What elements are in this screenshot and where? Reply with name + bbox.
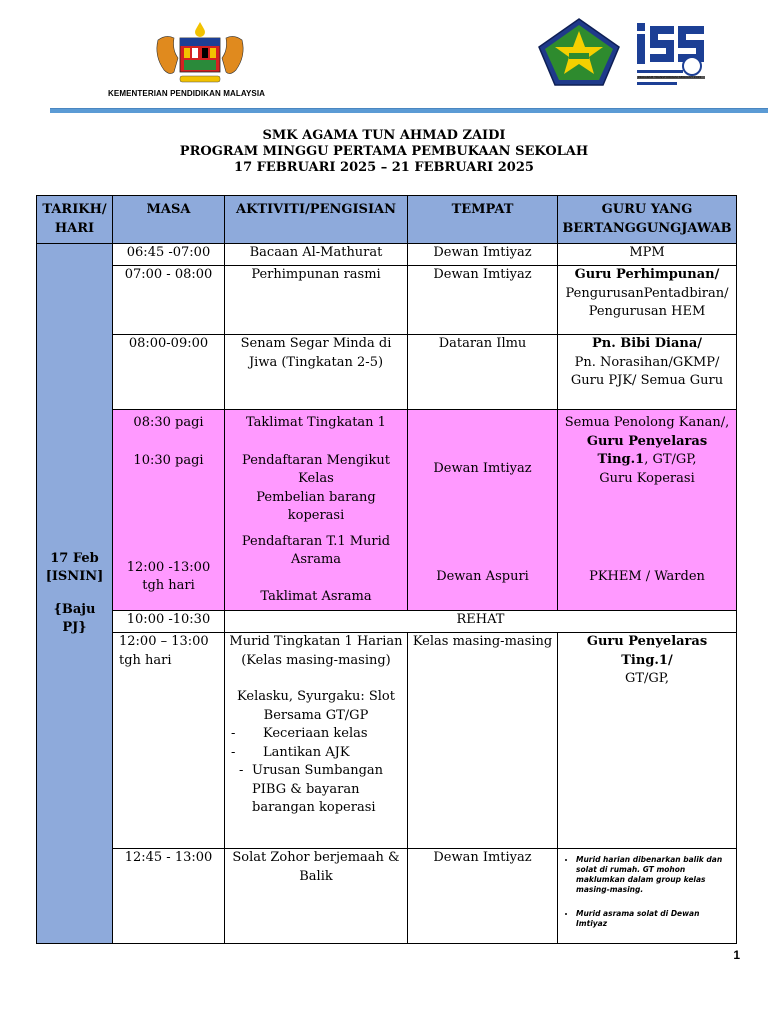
table-row-highlighted	[37, 529, 737, 611]
tempat-cell	[408, 529, 558, 611]
table-row-highlighted	[37, 410, 737, 529]
guru-bold: Guru Penyelaras Ting.1	[586, 433, 708, 467]
guru-text: PengurusanPentadbiran/ Pengurusan HEM	[565, 285, 729, 319]
aktiviti-cell: Solat Zohor berjemaah & Balik	[225, 849, 408, 944]
tempat-cell: Dewan Imtiyaz	[408, 244, 558, 266]
table-row	[37, 266, 737, 335]
aktiviti-b: Kelasku, Syurgaku: Slot Bersama GT/GP	[237, 689, 395, 723]
header-guru: GURU YANG BERTANGGUNGJAWAB	[558, 196, 737, 244]
header-masa: MASA	[113, 196, 225, 244]
tempat-cell: Dewan Imtiyaz	[408, 849, 558, 944]
list-item: - Urusan Sumbangan PIBG & bayaran barangan koperasi	[229, 762, 403, 818]
tempat-cell: Dataran Ilmu	[408, 335, 558, 410]
note-item: • Murid asrama solat di Dewan Imtiyaz	[576, 909, 732, 929]
aktiviti-cell: Bacaan Al-Mathurat	[225, 244, 408, 266]
masa-cell: 10:00 -10:30	[113, 611, 225, 633]
header-aktiviti: AKTIVITI/PENGISIAN	[225, 196, 408, 244]
list-item-text: Keceriaan kelas	[263, 726, 368, 741]
table-row	[37, 244, 737, 266]
aktiviti-c: Pembelian barang koperasi	[256, 489, 376, 523]
aktiviti-a: Taklimat Tingkatan 1	[246, 415, 386, 430]
guru-cell	[558, 633, 737, 849]
notes-list	[562, 855, 732, 929]
guru-bold: Guru Penyelaras Ting.1/	[586, 634, 708, 668]
tempat-text: Dewan Imtiyaz	[433, 461, 532, 476]
ministry-name: KEMENTERIAN PENDIDIKAN MALAYSIA	[108, 89, 266, 98]
aktiviti-cell: Senam Segar Minda di Jiwa (Tingkatan 2-5)	[225, 335, 408, 410]
header-tarikh: TARIKH/ HARI	[37, 196, 113, 244]
guru-c: Guru Koperasi	[599, 470, 695, 486]
masa-cell: 08:00-09:00	[113, 335, 225, 410]
notes-cell	[558, 849, 737, 944]
guru-cell	[558, 410, 737, 529]
table-row	[37, 633, 737, 849]
guru-cell	[558, 266, 737, 335]
list-item-text: Lantikan AJK	[263, 744, 350, 760]
tempat-cell	[408, 410, 558, 529]
guru-a: Semua Penolong Kanan/,	[564, 415, 730, 430]
guru-b: , GT/GP,	[644, 452, 697, 467]
list-item-text: Urusan Sumbangan PIBG & bayaran barangan koperasi	[252, 763, 384, 815]
school-crest-logo	[537, 17, 621, 87]
aktiviti-a: Pendaftaran T.1 Murid Asrama	[241, 533, 391, 567]
school-crest-star-icon	[537, 17, 621, 87]
aktiviti-cell	[225, 633, 408, 849]
aktiviti-b: Pendaftaran Mengikut Kelas	[242, 452, 390, 486]
table-row-break	[37, 611, 737, 633]
masa-cell: 06:45 -07:00	[113, 244, 225, 266]
header-tempat: TEMPAT	[408, 196, 558, 244]
guru-bold: Guru Perhimpunan/	[574, 267, 720, 282]
aktiviti-cell: Perhimpunan rasmi	[225, 266, 408, 335]
date-cell	[37, 244, 113, 944]
aktiviti-cell	[225, 529, 408, 611]
table-row	[37, 849, 737, 944]
schedule-table	[36, 195, 737, 944]
note-item: • Murid harian dibenarkan balik dan solat di rumah. GT mohon maklumkan dalam group kelas masing-masing.	[576, 855, 732, 895]
malaysia-coat-of-arms-icon	[150, 20, 250, 86]
list-item: - Keceriaan kelas	[229, 725, 403, 744]
guru-text: PKHEM / Warden	[589, 569, 705, 584]
guru-cell	[558, 335, 737, 410]
masa-b: 10:30 pagi	[133, 452, 204, 468]
tempat-cell: Dewan Imtiyaz	[408, 266, 558, 335]
tempat-cell: Kelas masing-masing	[408, 633, 558, 849]
guru-text: GT/GP,	[624, 671, 670, 686]
is25-logo-caption: PROGRAM TRANSFORMASI SEKOLAH 2025	[638, 75, 702, 79]
masa-cell	[113, 410, 225, 529]
list-item: - Lantikan AJK	[229, 744, 403, 763]
date-weekday: [ISNIN]	[45, 569, 104, 584]
document-title-line1: SMK AGAMA TUN AHMAD ZAIDI	[262, 128, 506, 143]
table-header-row	[37, 196, 737, 244]
date-attire: {Baju PJ}	[53, 601, 96, 635]
masa-cell	[113, 529, 225, 611]
guru-cell	[558, 529, 737, 611]
masa-cell: 07:00 - 08:00	[113, 266, 225, 335]
document-title-line2: PROGRAM MINGGU PERTAMA PEMBUKAAN SEKOLAH	[179, 144, 589, 159]
document-title-line3: 17 FEBRUARI 2025 – 21 FEBRUARI 2025	[234, 160, 534, 175]
aktiviti-cell	[225, 410, 408, 529]
table-row	[37, 335, 737, 410]
header-divider	[50, 108, 768, 113]
aktiviti-b: Taklimat Asrama	[260, 588, 372, 604]
coat-of-arms-logo	[150, 20, 250, 86]
guru-cell: MPM	[558, 244, 737, 266]
masa-cell: 12:45 - 13:00	[113, 849, 225, 944]
masa-cell: 12:00 – 13:00 tgh hari	[113, 633, 225, 849]
guru-bold: Pn. Bibi Diana/	[591, 336, 703, 351]
guru-text: Pn. Norasihan/GKMP/ Guru PJK/ Semua Guru	[570, 354, 724, 388]
masa-text: 12:00 -13:00 tgh hari	[126, 559, 211, 594]
page-number: 1	[733, 948, 740, 962]
rehat-cell: REHAT	[225, 611, 737, 633]
aktiviti-a: Murid Tingkatan 1 Harian (Kelas masing-masing)	[229, 634, 403, 668]
date-day: 17 Feb	[50, 550, 99, 566]
tempat-text: Dewan Aspuri	[436, 569, 529, 584]
masa-a: 08:30 pagi	[133, 415, 204, 430]
